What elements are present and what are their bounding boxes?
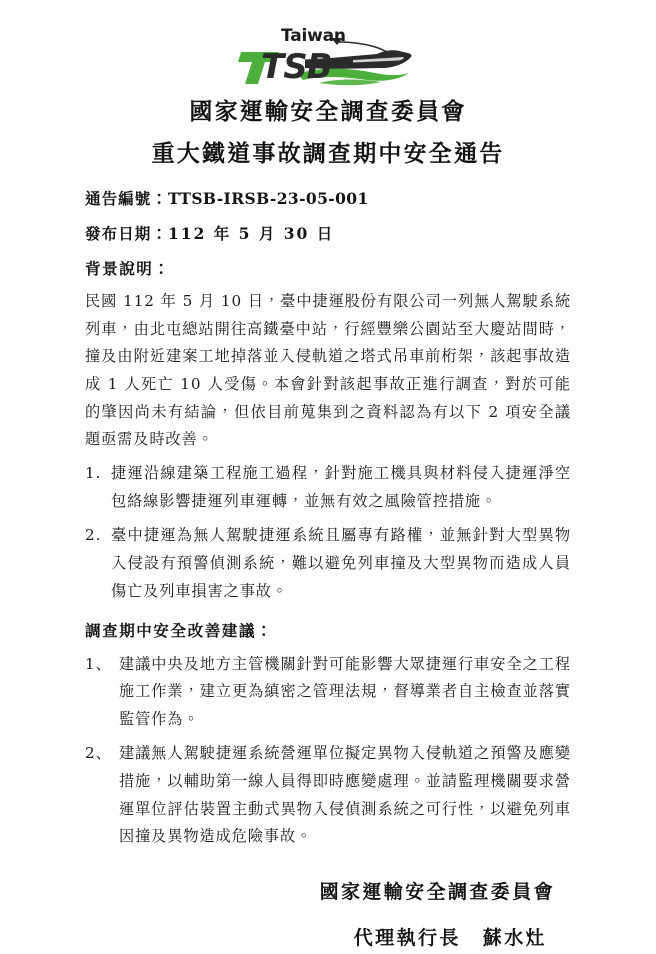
list-item-text: 建議無人駕駛捷運系統營運單位擬定異物入侵軌道之預警及應變措施，以輔助第一線人員得即時應變處理。並請監理機關要求營運單位評估裝置主動式異物入侵偵測系統之可行性，以避免列車因撞及異物造成危險事故。 bbox=[119, 744, 571, 846]
signature-name: 蘇水灶 bbox=[482, 927, 547, 950]
logo-taiwan-text: Taiwan bbox=[281, 26, 346, 46]
recommendation-list bbox=[85, 651, 571, 852]
document-content bbox=[85, 171, 571, 954]
title-block bbox=[0, 94, 656, 171]
organization-title: 國家運輸安全調查委員會 bbox=[189, 98, 467, 125]
publish-date-value: 112 年 5 月 30 日 bbox=[168, 223, 335, 243]
logo-tsb-text: TSB bbox=[261, 47, 332, 87]
list-item-marker: 1. bbox=[85, 463, 102, 482]
background-issue-list bbox=[85, 460, 571, 605]
list-item-text: 建議中央及地方主管機關針對可能影響大眾捷運行車安全之工程施工作業，建立更為縝密之管理法規，督導業者自主檢查並落實監管作為。 bbox=[119, 654, 571, 728]
list-item bbox=[85, 522, 571, 605]
list-item-marker: 1、 bbox=[85, 654, 112, 673]
logo-block bbox=[0, 0, 656, 90]
publish-date-line bbox=[85, 222, 571, 245]
bulletin-number-value: TTSB-IRSB-23-05-001 bbox=[168, 189, 369, 209]
recommendations-heading: 調查期中安全改善建議： bbox=[85, 621, 274, 641]
signature-person bbox=[85, 923, 555, 953]
background-heading: 背景說明： bbox=[85, 258, 171, 278]
list-item bbox=[85, 460, 571, 515]
page-title: 重大鐵道事故調查期中安全通告 bbox=[151, 139, 505, 167]
list-item bbox=[85, 740, 571, 851]
list-item-marker: 2、 bbox=[85, 744, 112, 763]
list-item-text: 捷運沿線建築工程施工過程，針對施工機具與材料侵入捷運淨空包絡線影響捷運列車運轉，並無有效之風險管控措施。 bbox=[111, 463, 571, 510]
background-paragraph: 民國 112 年 5 月 10 日，臺中捷運股份有限公司一列無人駕駛系統列車，由北屯總站開往高鐵臺中站，行經豐樂公園站至大慶站間時，撞及由附近建案工地掉落並入侵軌道之塔式吊車前桁架，該起事故造成 1 人死亡 10 人受傷。本會針對該起事故正進行調查，對於可能的肇因尚未有結論，但依目前蒐集到之資料認為有以下 2 項安全議題亟需及時改善。 bbox=[85, 292, 571, 449]
list-item bbox=[85, 651, 571, 734]
publish-date-label: 發布日期： bbox=[85, 223, 169, 243]
bulletin-number-line bbox=[85, 187, 571, 210]
list-item-text: 臺中捷運為無人駕駛捷運系統且屬專有路權，並無針對大型異物入侵設有預警偵測系統，難以避免列車撞及大型異物而造成人員傷亡及列車損害之事故。 bbox=[111, 526, 571, 600]
bulletin-number-label: 通告編號： bbox=[85, 189, 169, 209]
list-item-marker: 2. bbox=[85, 526, 102, 545]
ttsb-logo bbox=[235, 28, 421, 90]
signature-title: 代理執行長 bbox=[353, 927, 461, 950]
signature-organization: 國家運輸安全調查委員會 bbox=[319, 881, 555, 904]
signature-block bbox=[85, 877, 571, 954]
